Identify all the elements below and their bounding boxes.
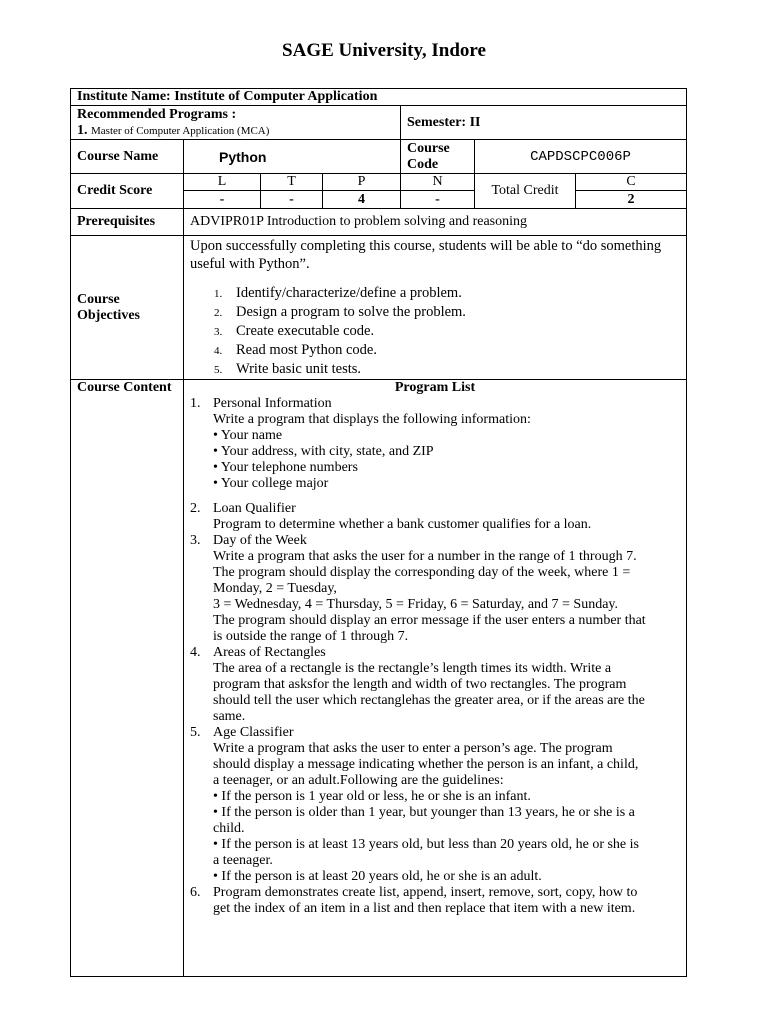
program-line: • Your name bbox=[213, 428, 283, 443]
program-line: Age Classifier bbox=[213, 725, 294, 740]
credit-score-label: Credit Score bbox=[71, 174, 184, 209]
course-code-label: Course Code bbox=[401, 140, 475, 174]
course-content bbox=[184, 380, 687, 977]
course-table bbox=[70, 88, 687, 977]
program-item bbox=[190, 501, 680, 533]
total-credit-label: Total Credit bbox=[475, 174, 576, 209]
p-header: P bbox=[323, 174, 401, 191]
list-item: 2. Design a program to solve the problem. bbox=[214, 304, 466, 320]
program-number: 1. bbox=[77, 122, 88, 138]
program-line: Day of the Week bbox=[213, 533, 307, 548]
objectives-intro: Upon successfully completing this course, students will be able to “do something useful with Python”. bbox=[190, 238, 662, 272]
program-number: 4. bbox=[190, 645, 201, 660]
program-number: 3. bbox=[190, 533, 201, 548]
t-header: T bbox=[261, 174, 323, 191]
program-line: program that asksfor the length and width of two rectangles. The program bbox=[213, 677, 627, 692]
program-line: The program should display the corresponding day of the week, where 1 = bbox=[213, 565, 631, 580]
program-line: Monday, 2 = Tuesday, bbox=[213, 581, 337, 596]
program-line: • Your telephone numbers bbox=[213, 460, 358, 475]
program-list bbox=[190, 396, 680, 917]
program-item bbox=[190, 533, 680, 645]
program-line: Write a program that displays the following information: bbox=[213, 412, 531, 427]
semester: Semester: II bbox=[401, 106, 687, 140]
program-item bbox=[190, 725, 680, 885]
recommended-programs bbox=[71, 106, 401, 140]
program-number: 6. bbox=[190, 885, 201, 900]
program-number: 5. bbox=[190, 725, 201, 740]
p-value: 4 bbox=[323, 191, 401, 209]
program-line: should display a message indicating whether the person is an infant, a child, bbox=[213, 757, 639, 772]
program-line: • Your address, with city, state, and ZIP bbox=[213, 444, 434, 459]
course-name: Python bbox=[184, 140, 401, 174]
institute-name: Institute Name: Institute of Computer Application bbox=[71, 89, 687, 106]
program-line: 3 = Wednesday, 4 = Thursday, 5 = Friday, 6 = Saturday, and 7 = Sunday. bbox=[213, 597, 619, 612]
course-name-label: Course Name bbox=[71, 140, 184, 174]
program-line: should tell the user which rectanglehas the greater area, or if the areas are the bbox=[213, 693, 645, 708]
page-title: SAGE University, Indore bbox=[282, 40, 486, 61]
program-line: Personal Information bbox=[213, 396, 332, 411]
prerequisites: ADVIPR01P Introduction to problem solving and reasoning bbox=[184, 209, 687, 236]
program-line: a teenager, or an adult.Following are the guidelines: bbox=[213, 773, 504, 788]
programs-label: Recommended Programs : bbox=[77, 106, 237, 122]
program-line: is outside the range of 1 through 7. bbox=[213, 629, 409, 644]
list-item: 1. Identify/characterize/define a problem. bbox=[214, 285, 462, 301]
l-value: - bbox=[184, 191, 261, 209]
program-line: get the index of an item in a list and then replace that item with a new item. bbox=[213, 901, 636, 916]
program-line: Write a program that asks the user to enter a person’s age. The program bbox=[213, 741, 613, 756]
objectives-cell bbox=[184, 236, 687, 380]
program-line: Loan Qualifier bbox=[213, 501, 296, 516]
n-header: N bbox=[401, 174, 475, 191]
program-item bbox=[190, 885, 680, 917]
program-number: 1. bbox=[190, 396, 201, 411]
n-value: - bbox=[401, 191, 475, 209]
program-line: Write a program that asks the user for a number in the range of 1 through 7. bbox=[213, 549, 637, 564]
program-line: The area of a rectangle is the rectangle’s length times its width. Write a bbox=[213, 661, 612, 676]
program-item bbox=[190, 396, 680, 492]
list-item: 4. Read most Python code. bbox=[214, 342, 377, 358]
t-value: - bbox=[261, 191, 323, 209]
prerequisites-label: Prerequisites bbox=[71, 209, 184, 236]
program-number: 2. bbox=[190, 501, 201, 516]
program-item bbox=[190, 645, 680, 725]
program-line: • If the person is 1 year old or less, he or she is an infant. bbox=[213, 789, 531, 804]
program-line: The program should display an error message if the user enters a number that bbox=[213, 613, 646, 628]
program-name: Master of Computer Application (MCA) bbox=[91, 124, 270, 137]
objectives-list bbox=[214, 284, 680, 379]
c-header: C bbox=[576, 174, 687, 191]
program-line: Program demonstrates create list, append, insert, remove, sort, copy, how to bbox=[213, 885, 638, 900]
program-list-title: Program List bbox=[394, 380, 476, 395]
content-label: Course Content bbox=[71, 380, 184, 977]
program-line: • If the person is at least 13 years old, but less than 20 years old, he or she is bbox=[213, 837, 639, 852]
c-value: 2 bbox=[576, 191, 687, 209]
program-line: • Your college major bbox=[213, 476, 329, 491]
program-line: • If the person is at least 20 years old, he or she is an adult. bbox=[213, 869, 542, 884]
program-line: Areas of Rectangles bbox=[213, 645, 326, 660]
program-line: child. bbox=[213, 821, 245, 836]
program-line: Program to determine whether a bank customer qualifies for a loan. bbox=[213, 517, 592, 532]
program-line: • If the person is older than 1 year, but younger than 13 years, he or she is a bbox=[213, 805, 635, 820]
l-header: L bbox=[184, 174, 261, 191]
list-item: 5. Write basic unit tests. bbox=[214, 361, 362, 377]
course-code: CAPDSCPC006P bbox=[475, 140, 687, 174]
objectives-label: Course Objectives bbox=[71, 236, 184, 380]
program-line: same. bbox=[213, 709, 246, 724]
program-line: a teenager. bbox=[213, 853, 273, 868]
list-item: 3. Create executable code. bbox=[214, 323, 375, 339]
